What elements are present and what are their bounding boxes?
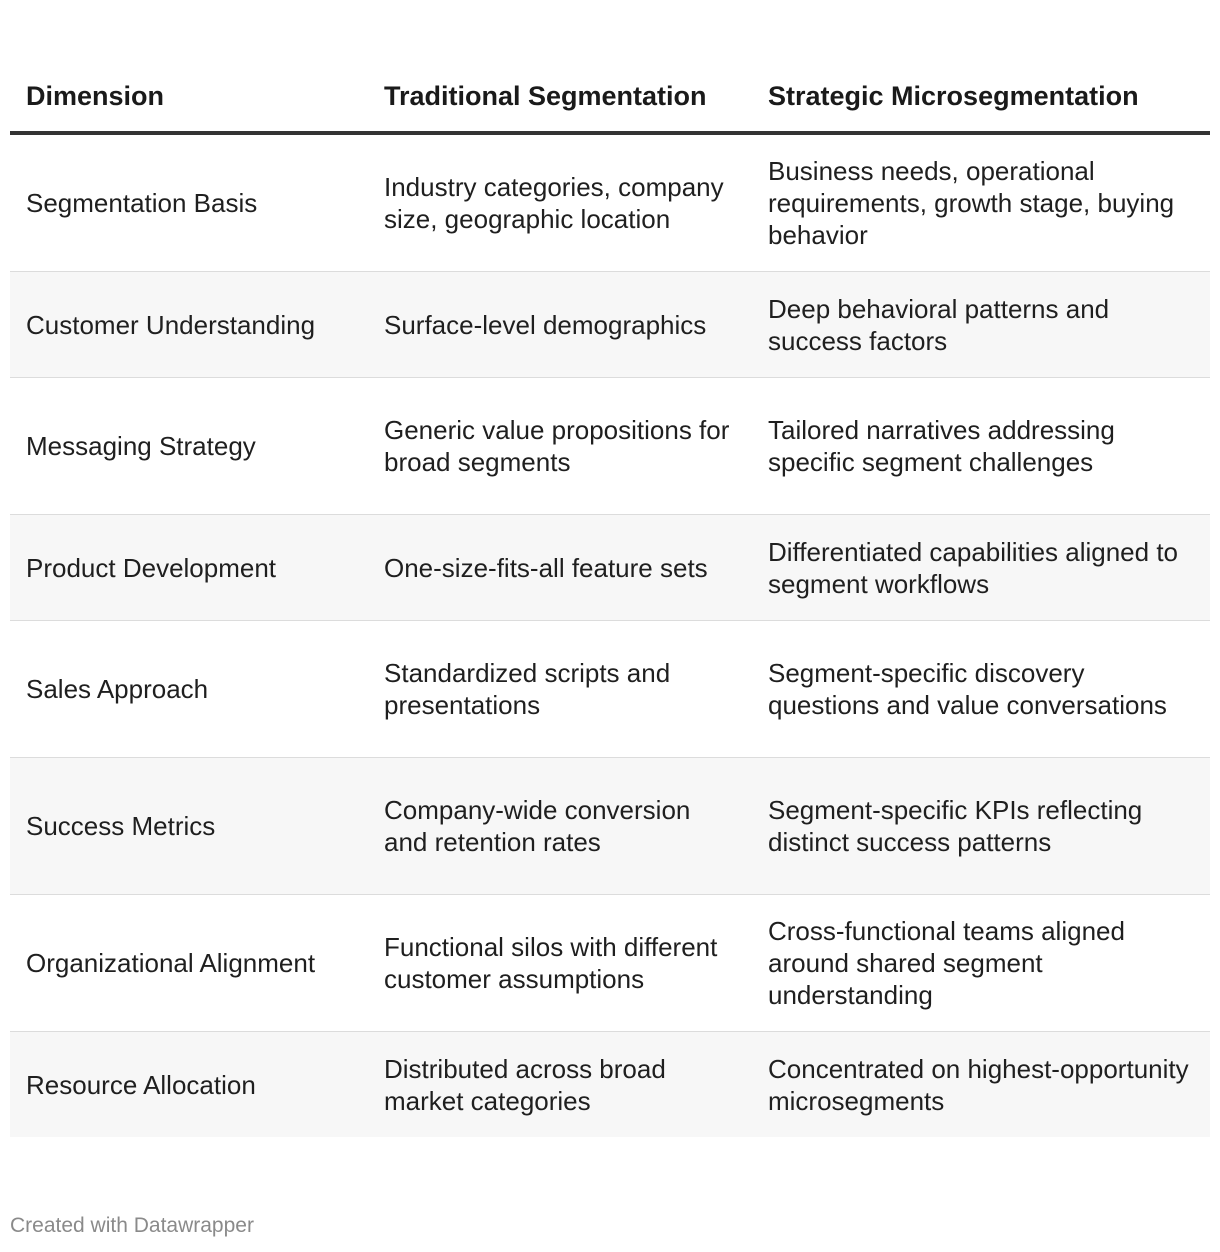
cell-traditional: Standardized scripts and presentations <box>384 658 671 720</box>
cell-traditional: Distributed across broad market categories <box>384 1053 666 1116</box>
cell-dimension: Customer Understanding <box>26 309 316 340</box>
header-dimension: Dimension <box>10 78 368 133</box>
cell-strategic: Deep behavioral patterns and success factors <box>768 293 1110 356</box>
cell-dimension: Product Development <box>26 552 277 583</box>
header-traditional-segmentation: Traditional Segmentation <box>368 78 752 133</box>
cell-strategic: Differentiated capabilities aligned to segment workflows <box>768 536 1179 599</box>
comparison-table <box>10 78 1210 1137</box>
cell-dimension: Sales Approach <box>26 674 209 704</box>
cell-strategic: Business needs, operational requirements, growth stage, buying behavior <box>768 156 1175 250</box>
table-row <box>10 758 1210 895</box>
cell-strategic: Segment-specific discovery questions and value conversations <box>768 658 1167 720</box>
table-row <box>10 1032 1210 1138</box>
header-strategic-microsegmentation: Strategic Microsegmentation <box>752 78 1210 133</box>
cell-traditional: Generic value propositions for broad segments <box>384 415 730 477</box>
comparison-table-container <box>10 78 1210 1137</box>
table-row <box>10 895 1210 1032</box>
cell-strategic: Segment-specific KPIs reflecting distinct success patterns <box>768 795 1143 857</box>
cell-strategic: Tailored narratives addressing specific segment challenges <box>768 415 1115 477</box>
cell-traditional: Functional silos with different customer assumptions <box>384 932 718 994</box>
cell-dimension: Messaging Strategy <box>26 431 256 461</box>
table-row <box>10 272 1210 378</box>
table-row <box>10 133 1210 272</box>
cell-strategic: Cross-functional teams aligned around shared segment understanding <box>768 916 1125 1010</box>
table-header-row <box>10 78 1210 133</box>
datawrapper-credit: Created with Datawrapper <box>10 1214 254 1237</box>
table-row <box>10 621 1210 758</box>
table-row <box>10 515 1210 621</box>
cell-traditional: Industry categories, company size, geographic location <box>384 172 724 234</box>
cell-traditional: Company-wide conversion and retention rates <box>384 795 691 857</box>
cell-dimension: Resource Allocation <box>26 1069 256 1100</box>
cell-traditional: Surface-level demographics <box>384 309 707 340</box>
cell-strategic: Concentrated on highest-opportunity microsegments <box>768 1053 1189 1116</box>
cell-traditional: One-size-fits-all feature sets <box>384 552 708 583</box>
cell-dimension: Organizational Alignment <box>26 948 316 978</box>
cell-dimension: Success Metrics <box>26 811 216 841</box>
table-row <box>10 378 1210 515</box>
cell-dimension: Segmentation Basis <box>26 188 258 218</box>
